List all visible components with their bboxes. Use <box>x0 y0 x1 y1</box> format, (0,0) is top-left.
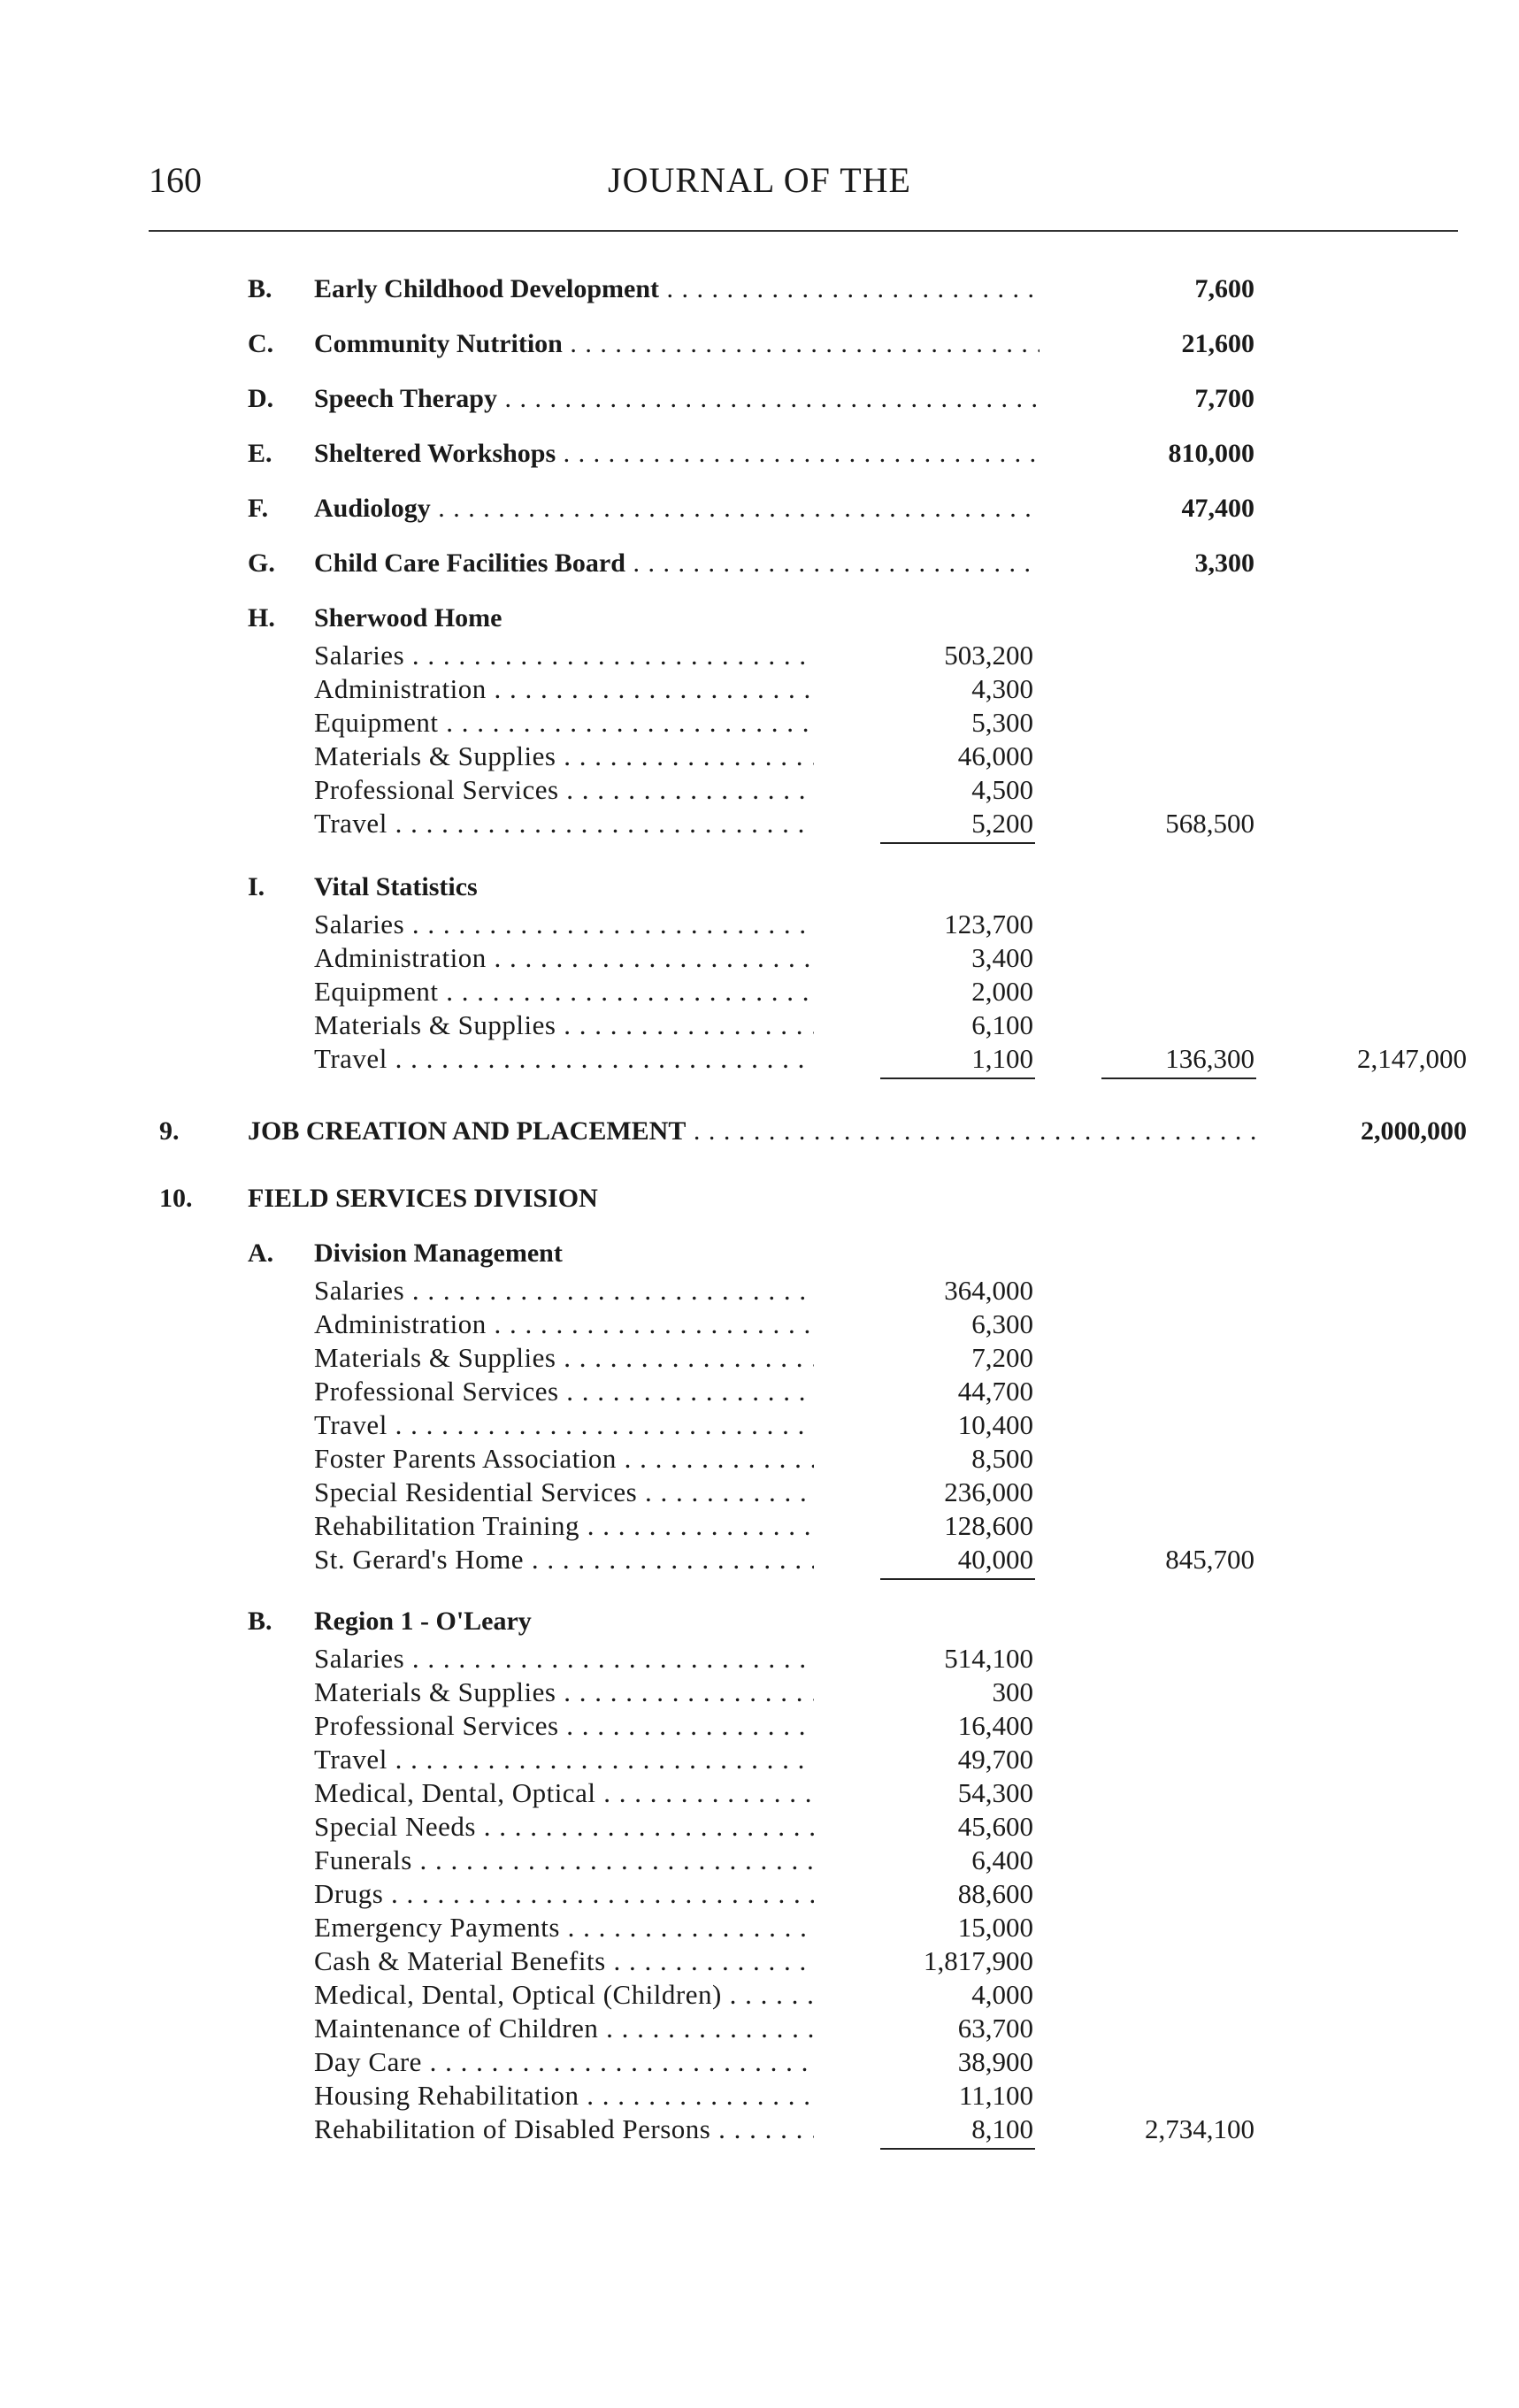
row-label: Rehabilitation Training . . . <box>314 1509 814 1543</box>
detail-amount: 54,300 <box>957 1777 1033 1808</box>
detail-amount: 7,200 <box>971 1342 1033 1373</box>
row-label: Sheltered Workshops . . . <box>314 437 1040 471</box>
detail-amount: 6,400 <box>971 1844 1033 1875</box>
detail-amount: 8,500 <box>971 1443 1033 1474</box>
detail-amount: 1,817,900 <box>924 1945 1033 1976</box>
table-row <box>0 870 1519 904</box>
item-marker: F. <box>248 494 269 523</box>
row-label: FIELD SERVICES DIVISION <box>248 1184 598 1213</box>
row-label: Materials & Supplies . . . <box>314 1341 814 1375</box>
table-row <box>0 1008 1519 1042</box>
item-marker: B. <box>248 274 272 303</box>
detail-amount: 8,100 <box>971 2113 1033 2144</box>
table-row <box>0 1237 1519 1270</box>
row-label: Salaries . . . <box>314 908 814 941</box>
item-marker: G. <box>248 548 275 578</box>
table-row <box>0 975 1519 1008</box>
detail-amount: 300 <box>992 1676 1033 1707</box>
detail-amount: 6,300 <box>971 1308 1033 1339</box>
row-label: Materials & Supplies . . . <box>314 740 814 773</box>
total-amount: 2,147,000 <box>1357 1043 1467 1074</box>
item-marker: A. <box>248 1239 274 1268</box>
table-row <box>0 1709 1519 1743</box>
page-number: 160 <box>149 160 202 200</box>
row-label: Special Residential Services . . . <box>314 1476 814 1509</box>
subtotal-amount: 845,700 <box>1165 1544 1254 1575</box>
item-marker: B. <box>248 1607 272 1636</box>
table-row <box>0 382 1519 416</box>
table-row <box>0 908 1519 941</box>
subtotal-amount: 21,600 <box>1181 329 1254 358</box>
detail-amount: 4,500 <box>971 774 1033 805</box>
row-label: St. Gerard's Home . . . <box>314 1543 814 1576</box>
row-label: Salaries . . . <box>314 639 814 672</box>
detail-amount: 3,400 <box>971 942 1033 973</box>
subtotal-amount: 7,700 <box>1194 384 1254 413</box>
row-label: JOB CREATION AND PLACEMENT . . . <box>248 1115 1256 1148</box>
detail-amount: 123,700 <box>944 909 1033 939</box>
table-row <box>0 1476 1519 1509</box>
table-row <box>0 706 1519 740</box>
row-label: Audiology . . . <box>314 492 1040 525</box>
detail-amount: 2,000 <box>971 976 1033 1007</box>
detail-amount: 46,000 <box>957 740 1033 771</box>
row-label: Administration . . . <box>314 1308 814 1341</box>
detail-amount: 15,000 <box>957 1912 1033 1943</box>
detail-amount: 364,000 <box>944 1275 1033 1306</box>
table-row <box>0 740 1519 773</box>
table-row <box>0 1911 1519 1944</box>
table-row <box>0 807 1519 840</box>
table-row <box>0 1375 1519 1408</box>
table-row <box>0 1274 1519 1308</box>
total-amount: 2,000,000 <box>1361 1116 1467 1146</box>
row-label: Equipment . . . <box>314 975 814 1008</box>
detail-amount: 49,700 <box>957 1744 1033 1775</box>
table-row <box>0 1543 1519 1576</box>
row-label: Drugs . . . <box>314 1877 814 1911</box>
item-marker: C. <box>248 329 274 358</box>
detail-amount: 88,600 <box>957 1878 1033 1909</box>
table-row <box>0 1408 1519 1442</box>
row-label: Medical, Dental, Optical . . . <box>314 1776 814 1810</box>
row-label: Cash & Material Benefits . . . <box>314 1944 814 1978</box>
table-row <box>0 1844 1519 1877</box>
table-row <box>0 547 1519 580</box>
table-row <box>0 1509 1519 1543</box>
row-label: Vital Statistics <box>314 872 478 901</box>
table-row <box>0 1776 1519 1810</box>
subtotal-amount: 810,000 <box>1168 439 1254 468</box>
row-label: Equipment . . . <box>314 706 814 740</box>
row-label: Professional Services . . . <box>314 1375 814 1408</box>
row-label: Administration . . . <box>314 672 814 706</box>
table-row <box>0 1182 1519 1216</box>
table-row <box>0 1442 1519 1476</box>
subtotal-rule <box>880 842 1035 844</box>
table-row <box>0 1877 1519 1911</box>
row-label: Salaries . . . <box>314 1274 814 1308</box>
subtotal-rule <box>880 1077 1035 1079</box>
item-marker: H. <box>248 603 275 633</box>
table-row <box>0 1308 1519 1341</box>
row-label: Travel . . . <box>314 1042 814 1076</box>
row-label: Materials & Supplies . . . <box>314 1676 814 1709</box>
table-row <box>0 1810 1519 1844</box>
detail-amount: 6,100 <box>971 1009 1033 1040</box>
row-label: Special Needs . . . <box>314 1810 814 1844</box>
table-row <box>0 773 1519 807</box>
table-row <box>0 327 1519 361</box>
detail-amount: 1,100 <box>971 1043 1033 1074</box>
subtotal-amount: 3,300 <box>1194 548 1254 578</box>
detail-amount: 38,900 <box>957 2046 1033 2077</box>
row-label: Travel . . . <box>314 807 814 840</box>
table-row <box>0 1978 1519 2012</box>
detail-amount: 4,300 <box>971 673 1033 704</box>
table-row <box>0 2012 1519 2045</box>
table-row <box>0 492 1519 525</box>
row-label: Maintenance of Children . . . <box>314 2012 814 2045</box>
table-row <box>0 1743 1519 1776</box>
table-row <box>0 1642 1519 1676</box>
item-marker: I. <box>248 872 265 901</box>
table-row <box>0 1341 1519 1375</box>
table-row <box>0 1676 1519 1709</box>
item-marker: 10. <box>159 1184 193 1213</box>
row-label: Housing Rehabilitation . . . <box>314 2079 814 2113</box>
table-row <box>0 639 1519 672</box>
item-marker: E. <box>248 439 272 468</box>
table-row <box>0 1605 1519 1638</box>
item-marker: 9. <box>159 1116 180 1146</box>
row-label: Travel . . . <box>314 1743 814 1776</box>
row-label: Sherwood Home <box>314 603 502 633</box>
table-row <box>0 1042 1519 1076</box>
row-label: Rehabilitation of Disabled Persons . . . <box>314 2113 814 2146</box>
row-label: Division Management <box>314 1239 563 1268</box>
row-label: Salaries . . . <box>314 1642 814 1676</box>
detail-amount: 45,600 <box>957 1811 1033 1842</box>
row-label: Travel . . . <box>314 1408 814 1442</box>
running-title: JOURNAL OF THE <box>608 160 911 200</box>
row-label: Child Care Facilities Board . . . <box>314 547 1040 580</box>
detail-amount: 16,400 <box>957 1710 1033 1741</box>
detail-amount: 503,200 <box>944 640 1033 671</box>
table-row <box>0 1115 1519 1148</box>
detail-amount: 5,300 <box>971 707 1033 738</box>
detail-amount: 514,100 <box>944 1643 1033 1674</box>
table-row <box>0 437 1519 471</box>
subtotal-amount: 136,300 <box>1165 1043 1254 1074</box>
row-label: Community Nutrition . . . <box>314 327 1040 361</box>
item-marker: D. <box>248 384 274 413</box>
row-label: Funerals . . . <box>314 1844 814 1877</box>
detail-amount: 236,000 <box>944 1476 1033 1507</box>
subtotal-rule <box>880 1578 1035 1580</box>
detail-amount: 44,700 <box>957 1376 1033 1407</box>
row-label: Speech Therapy . . . <box>314 382 1040 416</box>
detail-amount: 5,200 <box>971 808 1033 839</box>
table-row <box>0 1944 1519 1978</box>
detail-amount: 4,000 <box>971 1979 1033 2010</box>
row-label: Foster Parents Association . . . <box>314 1442 814 1476</box>
table-row <box>0 2045 1519 2079</box>
row-label: Medical, Dental, Optical (Children) . . . <box>314 1978 814 2012</box>
row-label: Early Childhood Development . . . <box>314 272 1040 306</box>
table-row <box>0 2113 1519 2146</box>
row-label: Region 1 - O'Leary <box>314 1607 532 1636</box>
subtotal-rule <box>880 2148 1035 2150</box>
row-label: Materials & Supplies . . . <box>314 1008 814 1042</box>
row-label: Administration . . . <box>314 941 814 975</box>
table-row <box>0 941 1519 975</box>
table-row <box>0 2079 1519 2113</box>
row-label: Day Care . . . <box>314 2045 814 2079</box>
row-label: Emergency Payments . . . <box>314 1911 814 1944</box>
detail-amount: 40,000 <box>957 1544 1033 1575</box>
subtotal-amount: 7,600 <box>1194 274 1254 303</box>
row-label: Professional Services . . . <box>314 1709 814 1743</box>
table-row <box>0 272 1519 306</box>
table-row <box>0 672 1519 706</box>
detail-amount: 128,600 <box>944 1510 1033 1541</box>
table-row <box>0 602 1519 635</box>
detail-amount: 11,100 <box>958 2080 1033 2111</box>
subtotal-amount: 568,500 <box>1165 808 1254 839</box>
row-label: Professional Services . . . <box>314 773 814 807</box>
subtotal-amount: 47,400 <box>1181 494 1254 523</box>
detail-amount: 63,700 <box>957 2013 1033 2044</box>
subtotal-amount: 2,734,100 <box>1145 2113 1254 2144</box>
subtotal-rule <box>1101 1077 1256 1079</box>
detail-amount: 10,400 <box>957 1409 1033 1440</box>
